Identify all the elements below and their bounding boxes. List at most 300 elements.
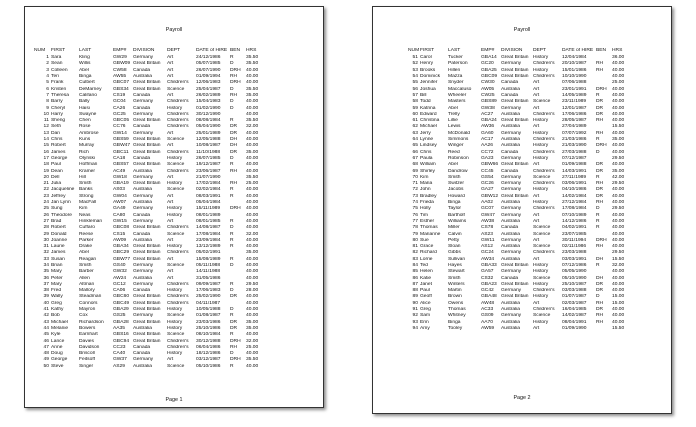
page-2 [372, 6, 672, 414]
cell-emp: GBW12 [481, 193, 499, 199]
cell-first: Tim [420, 212, 428, 218]
cell-ben: D [596, 294, 600, 300]
cell-ben: R [596, 262, 600, 268]
cell-division: Great Britain [133, 225, 161, 231]
cell-dept: Children's [533, 181, 555, 187]
column-header-first: FIRST [420, 48, 435, 53]
cell-hrs: 40.00 [246, 256, 259, 262]
cell-date-of-hire: 05/11/1988 [196, 262, 221, 268]
cell-date-of-hire: 24/12/1986 [196, 55, 221, 61]
cell-hrs: 40.00 [246, 225, 259, 231]
cell-emp: GW15 [113, 218, 127, 224]
cell-hrs: 40.00 [612, 319, 625, 325]
cell-ben: DR [230, 149, 238, 155]
cell-last: Briscoll [79, 351, 95, 357]
cell-hrs: 40.00 [246, 80, 259, 86]
cell-hrs: 40.00 [246, 168, 259, 174]
cell-first: Melanie [51, 325, 69, 331]
cell-division: Great Britain [133, 149, 161, 155]
cell-first: Anne [51, 344, 63, 350]
cell-first: Jeffrey [51, 193, 66, 199]
cell-first: George [51, 155, 68, 161]
cell-ben: DR [596, 193, 604, 199]
cell-last: Mallory [79, 288, 95, 294]
cell-date-of-hire: 23/03/1986 [196, 319, 221, 325]
cell-hrs: 29.50 [612, 250, 625, 256]
cell-dept: Art [167, 130, 174, 136]
cell-date-of-hire: 08/03/1991 [196, 193, 221, 199]
cell-dept: Art [533, 92, 540, 98]
cell-emp: AA26 [481, 143, 493, 149]
cell-hrs: 40.00 [246, 262, 259, 268]
cell-first: Theresa [51, 92, 69, 98]
cell-emp: CW58 [113, 67, 127, 73]
cell-hrs: 40.00 [612, 200, 625, 206]
cell-hrs: 40.00 [612, 105, 625, 111]
cell-first: Ted [420, 262, 428, 268]
cell-emp: AA70 [481, 319, 493, 325]
cell-num: 41 [43, 307, 49, 313]
cell-num: 62 [412, 124, 418, 130]
cell-dept: History [533, 319, 549, 325]
cell-last: Thomas [448, 307, 466, 313]
cell-date-of-hire: 31/05/1986 [196, 275, 221, 281]
cell-last: Binga [79, 74, 92, 80]
cell-emp: GW14 [113, 130, 127, 136]
cell-last: Feitsoff [79, 357, 95, 363]
cell-first: Michael [51, 319, 68, 325]
cell-hrs: 40.00 [612, 212, 625, 218]
cell-first: Kristen [51, 86, 67, 92]
cell-date-of-hire: 15/01/1986 [562, 67, 587, 73]
cell-emp: CA18 [113, 155, 126, 161]
cell-last: Switzer [448, 181, 465, 187]
column-header-dept: DEPT [167, 48, 181, 53]
cell-ben: DH [596, 256, 604, 262]
cell-first: Geoff [420, 294, 432, 300]
cell-num: 68 [412, 162, 418, 168]
cell-hrs: 40.00 [612, 225, 625, 231]
cell-num: 88 [412, 288, 418, 294]
cell-date-of-hire: 30/11/1994 [562, 237, 587, 243]
cell-date-of-hire: 08/04/1991 [562, 319, 587, 325]
cell-emp: GBC29 [113, 250, 130, 256]
cell-hrs: 40.00 [246, 237, 259, 243]
cell-ben: R [230, 332, 234, 338]
cell-num: 1 [46, 55, 49, 61]
cell-first: Brooks [420, 67, 436, 73]
cell-num: 35 [43, 269, 49, 275]
cell-num: 47 [43, 344, 49, 350]
column-header-emp: EMP# [481, 48, 495, 53]
column-header-num: NUM [34, 48, 46, 53]
cell-ben: RH [596, 181, 604, 187]
cell-first: James [51, 250, 66, 256]
cell-hrs: 28.00 [246, 288, 259, 294]
cell-hrs: 40.00 [612, 281, 625, 287]
cell-hrs: 40.00 [246, 300, 259, 306]
cell-date-of-hire: 17/06/1983 [196, 288, 221, 294]
cell-ben: DR [596, 99, 604, 105]
cell-last: Chen [79, 118, 91, 124]
cell-date-of-hire: 10/10/1990 [562, 74, 587, 80]
cell-num: 54 [412, 74, 418, 80]
cell-num: 39 [43, 294, 49, 300]
cell-emp: GS54 [481, 174, 494, 180]
cell-last: Steadman [79, 294, 102, 300]
cell-last: Kramer [79, 168, 96, 174]
cell-last: Miller [448, 225, 460, 231]
cell-dept: History [533, 118, 549, 124]
cell-division: Australia [501, 200, 521, 206]
cell-last: Singer [79, 363, 94, 369]
cell-first: Lindsey [420, 143, 437, 149]
cell-ben: DRH [230, 80, 241, 86]
cell-first: Christina [420, 118, 440, 124]
cell-last: Allen [79, 275, 90, 281]
cell-date-of-hire: 01/09/1990 [562, 325, 587, 331]
cell-date-of-hire: 25/02/1990 [196, 294, 221, 300]
cell-dept: Children's [167, 250, 189, 256]
cell-hrs: 35.50 [246, 86, 259, 92]
cell-emp: GBA33 [481, 262, 497, 268]
cell-ben: RH [230, 168, 238, 174]
cell-dept: Art [533, 86, 540, 92]
cell-hrs: 40.00 [612, 92, 625, 98]
cell-hrs: 40.00 [246, 212, 259, 218]
cell-ben: D [230, 288, 234, 294]
cell-dept: Science [533, 99, 551, 105]
cell-division: Canada [133, 344, 151, 350]
cell-dept: Science [533, 275, 551, 281]
cell-division: Australia [133, 187, 153, 193]
cell-dept: Art [167, 218, 174, 224]
cell-num: 50 [43, 363, 49, 369]
cell-date-of-hire: 27/11/1989 [562, 174, 587, 180]
cell-division: Germany [133, 357, 154, 363]
cell-division: Germany [501, 313, 522, 319]
cell-dept: Science [167, 187, 185, 193]
cell-hrs: 29.50 [612, 155, 625, 161]
cell-division: Great Britain [133, 307, 161, 313]
cell-dept: History [533, 130, 549, 136]
cell-division: Great Britain [133, 143, 161, 149]
cell-emp: AW36 [481, 124, 495, 130]
cell-division: Great Britain [133, 181, 161, 187]
cell-last: Owens [448, 300, 464, 306]
cell-date-of-hire: 26/07/1985 [196, 155, 221, 161]
cell-division: Great Britain [501, 67, 529, 73]
cell-first: Dan [51, 130, 60, 136]
cell-dept: History [167, 105, 183, 111]
cell-num: 36 [43, 275, 49, 281]
cell-division: Australia [501, 256, 521, 262]
cell-emp: CW30 [481, 80, 495, 86]
cell-dept: History [533, 67, 549, 73]
cell-last: Paterson [448, 61, 468, 67]
cell-num: 66 [412, 149, 418, 155]
cell-date-of-hire: 25/10/1987 [562, 281, 587, 287]
cell-date-of-hire: 08/08/1984 [196, 118, 221, 124]
cell-num: 57 [412, 92, 418, 98]
cell-first: Wally [51, 294, 63, 300]
cell-division: Germany [501, 187, 522, 193]
cell-dept: Art [533, 124, 540, 130]
cell-num: 11 [43, 118, 49, 124]
cell-last: Bowers [79, 325, 96, 331]
cell-first: Steve [51, 363, 64, 369]
cell-num: 64 [412, 137, 418, 143]
cell-division: Germany [501, 269, 522, 275]
cell-hrs: 15.50 [612, 256, 625, 262]
cell-emp: GBW09 [113, 61, 131, 67]
cell-last: Mazza [448, 74, 463, 80]
cell-num: 4 [46, 74, 49, 80]
cell-hrs: 40.00 [246, 275, 259, 281]
cell-hrs: 35.00 [246, 319, 259, 325]
cell-dept: History [167, 212, 183, 218]
cell-last: Maccaluso [448, 86, 472, 92]
cell-division: Germany [133, 281, 154, 287]
cell-date-of-hire: 04/02/1991 [562, 225, 587, 231]
cell-hrs: 36.00 [612, 55, 625, 61]
cell-last: Binga [448, 319, 461, 325]
cell-date-of-hire: 03/06/1991 [562, 181, 587, 187]
cell-num: 33 [43, 256, 49, 262]
cell-last: Abel [448, 162, 458, 168]
table-header-row [408, 48, 632, 55]
cell-dept: Science [533, 225, 551, 231]
cell-ben: R [596, 137, 600, 143]
cell-emp: GS09 [481, 313, 494, 319]
cell-num: 44 [43, 325, 49, 331]
cell-division: Australia [501, 319, 521, 325]
cell-hrs: 40.00 [246, 269, 259, 275]
cell-last: Culbert [79, 80, 95, 86]
cell-dept: History [167, 325, 183, 331]
cell-last: Sloan [448, 244, 461, 250]
cell-ben: R [230, 55, 234, 61]
cell-date-of-hire: 11/10/1988 [196, 149, 221, 155]
cell-last: Banks [79, 187, 93, 193]
cell-ben: DR [596, 288, 604, 294]
cell-date-of-hire: 03/03/1988 [562, 288, 587, 294]
cell-num: 15 [43, 143, 49, 149]
cell-first: Barry [51, 99, 63, 105]
column-header-ben: BEN [596, 48, 607, 53]
cell-date-of-hire: 13/12/1989 [196, 244, 221, 250]
cell-hrs: 35.00 [246, 250, 259, 256]
cell-hrs: 40.00 [612, 118, 625, 124]
cell-dept: Children's [533, 288, 555, 294]
cell-date-of-hire: 15/11/1989 [196, 206, 221, 212]
cell-emp: GBA34 [113, 244, 129, 250]
cell-date-of-hire: 14/03/1991 [562, 168, 587, 174]
cell-date-of-hire: 10/05/1988 [196, 307, 221, 313]
cell-last: Altman [79, 281, 95, 287]
cell-num: 27 [43, 218, 49, 224]
cell-dept: Art [533, 162, 540, 168]
cell-num: 17 [43, 155, 49, 161]
cell-first: Theodore [51, 212, 72, 218]
cell-last: Binga [448, 200, 461, 206]
cell-hrs: 29.50 [612, 206, 625, 212]
cell-hrs: 32.00 [246, 231, 259, 237]
cell-num: 42 [43, 313, 49, 319]
cell-division: Great Britain [501, 193, 529, 199]
cell-last: Hoffman [79, 162, 98, 168]
cell-division: Great Britain [133, 162, 161, 168]
cell-dept: Children's [167, 111, 189, 117]
cell-dept: Science [167, 86, 185, 92]
cell-division: Germany [133, 193, 154, 199]
cell-emp: GA23 [481, 155, 494, 161]
cell-date-of-hire: 04/10/1986 [562, 187, 587, 193]
cell-ben: DRH [230, 206, 241, 212]
cell-date-of-hire: 15/08/1989 [196, 256, 221, 262]
cell-dept: History [167, 206, 183, 212]
cell-first: Holly [420, 206, 431, 212]
cell-hrs: 25.00 [612, 80, 625, 86]
cell-last: Trelly [448, 111, 460, 117]
cell-first: Mary [51, 269, 62, 275]
column-header-num: NUM [408, 48, 420, 53]
cell-ben [596, 326, 612, 332]
cell-last: Davies [79, 338, 94, 344]
cell-num: 12 [43, 124, 49, 130]
cell-first: Jerry [420, 130, 431, 136]
cell-first: Kathy [51, 307, 64, 313]
cell-date-of-hire: 14/02/1984 [562, 193, 587, 199]
cell-ben: R [596, 218, 600, 224]
cell-hrs: 40.00 [612, 187, 625, 193]
cell-division: Germany [501, 212, 522, 218]
cell-dept: History [167, 181, 183, 187]
cell-num: 52 [412, 61, 418, 67]
cell-emp: AW09 [113, 237, 127, 243]
cell-emp: CS78 [481, 225, 494, 231]
cell-dept: Art [167, 193, 174, 199]
cell-dept: Children's [533, 307, 555, 313]
cell-emp: GW37 [113, 357, 127, 363]
cell-emp: GBW66 [481, 162, 499, 168]
cell-division: Australia [501, 244, 521, 250]
cell-date-of-hire: 25/10/1986 [196, 325, 221, 331]
cell-division: Canada [133, 155, 151, 161]
cell-dept: History [533, 143, 549, 149]
cell-first: Katie [420, 275, 432, 281]
cell-hrs: 40.00 [612, 193, 625, 199]
cell-division: Germany [501, 105, 522, 111]
cell-last: Ambrose [79, 130, 99, 136]
cell-num: 29 [43, 231, 49, 237]
cell-last: Smith [448, 174, 461, 180]
cell-num: 53 [412, 67, 418, 73]
cell-dept: History [167, 288, 183, 294]
cell-ben: DR [596, 111, 604, 117]
cell-dept: Science [533, 244, 551, 250]
cell-last: Whitney [448, 313, 466, 319]
cell-first: Sara [51, 55, 62, 61]
cell-last: Kling [79, 55, 90, 61]
cell-division: Germany [501, 288, 522, 294]
cell-division: Germany [501, 61, 522, 67]
cell-num: 61 [412, 118, 418, 124]
cell-division: Australia [133, 275, 153, 281]
page-title: Payroll [513, 27, 531, 33]
cell-date-of-hire: 17/02/1984 [196, 181, 221, 187]
cell-emp: CC76 [113, 124, 126, 130]
cell-num: 37 [43, 281, 49, 287]
cell-hrs: 29.50 [246, 281, 259, 287]
cell-ben: DH [230, 143, 238, 149]
cell-hrs: 15.50 [612, 325, 625, 331]
column-header-dept: DEPT [533, 48, 547, 53]
cell-emp: GBA28 [113, 319, 129, 325]
cell-hrs: 40.00 [612, 99, 625, 105]
cell-division: Australia [133, 237, 153, 243]
cell-emp: GW29 [113, 55, 127, 61]
cell-last: DeMarney [79, 86, 102, 92]
cell-hrs: 15.50 [612, 124, 625, 130]
cell-dept: History [533, 187, 549, 193]
cell-hrs: 40.00 [612, 143, 625, 149]
cell-ben: RH [596, 313, 604, 319]
cell-dept: Children's [533, 74, 555, 80]
cell-last: Tucker [448, 55, 463, 61]
column-header-date-of-hire: DATE of HIRE [196, 48, 228, 53]
cell-first: Brad [51, 218, 62, 224]
cell-dept: Children's [167, 281, 189, 287]
cell-num: 75 [412, 206, 418, 212]
cell-division: Australia [501, 137, 521, 143]
cell-date-of-hire: 01/09/1988 [562, 162, 587, 168]
cell-num: 13 [43, 130, 49, 136]
cell-ben: DRH [230, 357, 241, 363]
cell-first: Frank [51, 80, 64, 86]
cell-num: 91 [412, 307, 418, 313]
cell-hrs: 29.50 [612, 181, 625, 187]
cell-ben: D [596, 206, 600, 212]
cell-hrs: 25.00 [246, 344, 259, 350]
cell-ben: D [230, 105, 234, 111]
cell-ben: R [230, 218, 234, 224]
cell-date-of-hire: 23/06/1987 [196, 168, 221, 174]
cell-first: Maria [420, 181, 433, 187]
cell-emp: GW32 [113, 269, 127, 275]
cell-first: Lorrie [420, 256, 433, 262]
cell-date-of-hire: 14/12/1986 [562, 218, 587, 224]
cell-first: Todd [420, 99, 431, 105]
cell-ben: DR [596, 307, 604, 313]
cell-date-of-hire: 08/01/1989 [196, 212, 221, 218]
cell-date-of-hire: 05/07/1985 [196, 61, 221, 67]
cell-emp: GC26 [481, 181, 494, 187]
cell-division: Canada [133, 105, 151, 111]
cell-ben: DRH [230, 67, 241, 73]
cell-dept: Art [533, 300, 540, 306]
cell-dept: Art [533, 212, 540, 218]
cell-ben: RH [230, 74, 238, 80]
cell-date-of-hire: 17/06/1986 [562, 111, 587, 117]
cell-num: 2 [46, 61, 49, 67]
cell-num: 72 [412, 187, 418, 193]
cell-date-of-hire: 25/04/1987 [196, 86, 221, 92]
cell-last: Brown [448, 294, 462, 300]
cell-ben: D [596, 149, 600, 155]
cell-hrs: 40.00 [246, 193, 259, 199]
cell-hrs: 25.00 [246, 181, 259, 187]
